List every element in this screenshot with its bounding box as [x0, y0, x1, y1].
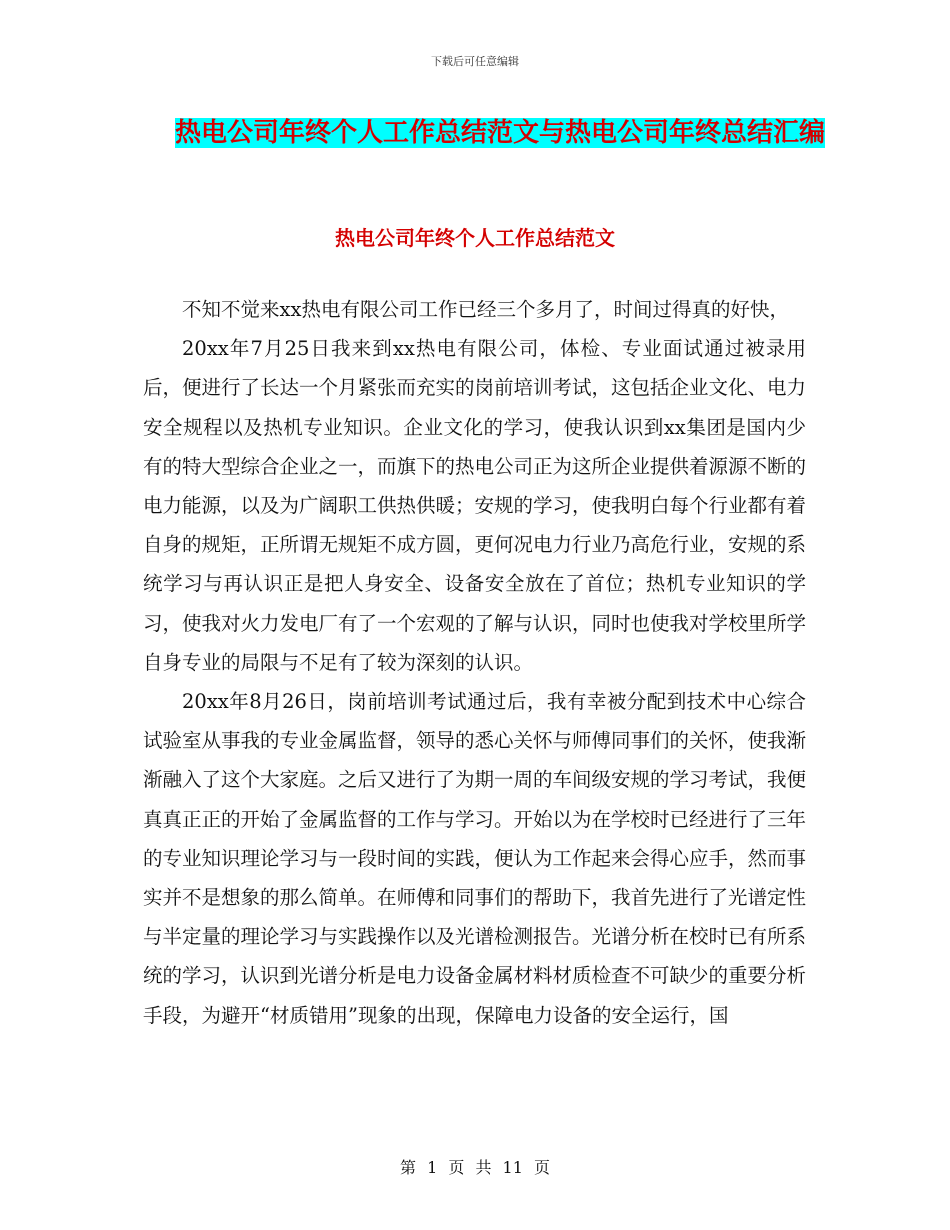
body-text [143, 290, 806, 1035]
main-title-text: 热电公司年终个人工作总结范文与热电公司年终总结汇编 [174, 118, 825, 148]
section-title: 热电公司年终个人工作总结范文 [335, 226, 615, 250]
header-note: 下载后可任意编辑 [431, 55, 519, 68]
paragraph-1: 不知不觉来xx热电有限公司工作已经三个多月了，时间过得真的好快， [182, 298, 789, 321]
page-footer: 第 1 页 共 11 页 [400, 1158, 550, 1177]
main-title [150, 110, 850, 156]
paragraph-3: 20xx年8月26日，岗前培训考试通过后，我有幸被分配到技术中心综合试验室从事我的专业金属监督，领导的悉心关怀与师傅同事们的关怀，使我渐渐融入了这个大家庭。之后又进行了为期一周的车间级安规的学习考试，我便真真正正的开始了金属监督的工作与学习。开始以为在学校时已经进行了三年的专业知识理论学习与一段时间的实践，便认为工作起来会得心应手，然而事实并不是想象的那么简单。在师傅和同事们的帮助下，我首先进行了光谱定性与半定量的理论学习与实践操作以及光谱检测报告。光谱分析在校时已有所系统的学习，认识到光谱分析是电力设备金属材料材质检查不可缺少的重要分析手段，为避开“材质错用”现象的出现，保障电力设备的安全运行，国 [143, 690, 807, 1027]
paragraph-2: 20xx年7月25日我来到xx热电有限公司，体检、专业面试通过被录用后，便进行了长达一个月紧张而充实的岗前培训考试，这包括企业文化、电力安全规程以及热机专业知识。企业文化的学习，使我认识到xx集团是国内少有的特大型综合企业之一，而旗下的热电公司正为这所企业提供着源源不断的电力能源，以及为广阔职工供热供暖；安规的学习，使我明白每个行业都有着自身的规矩，正所谓无规矩不成方圆，更何况电力行业乃高危行业，安规的系统学习与再认识正是把人身安全、设备安全放在了首位；热机专业知识的学习，使我对火力发电厂有了一个宏观的了解与认识，同时也使我对学校里所学自身专业的局限与不足有了较为深刻的认识。 [143, 337, 807, 674]
